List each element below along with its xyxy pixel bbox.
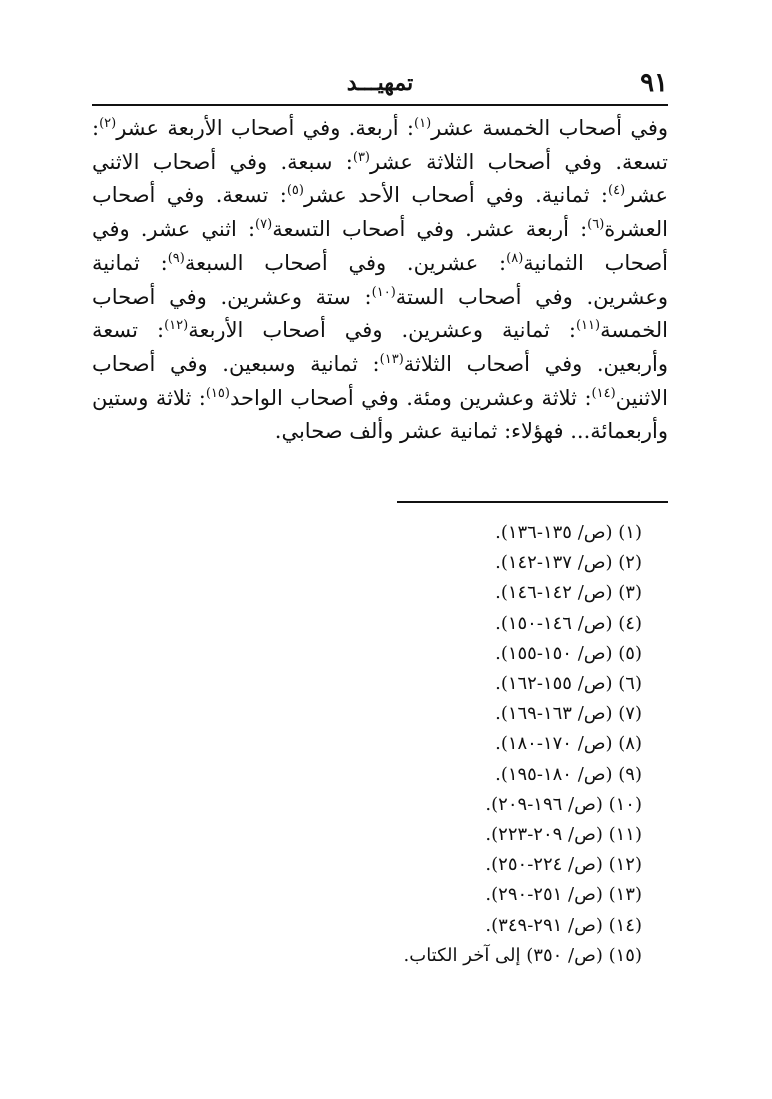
footnote-item: (١) (ص/ ١٣٥-١٣٦). [495, 522, 642, 543]
footnote-item: (١٥) (ص/ ٣٥٠) إلى آخر الكتاب. [403, 944, 642, 966]
body-text-segment: : اثني عشر. وفي أصحاب الثمانية [92, 217, 668, 275]
body-text-segment: : سبعة. وفي أصحاب الاثني عشر [92, 149, 668, 208]
page-header [92, 68, 668, 100]
body-text-segment: : تسعة. وفي أصحاب العشرة [92, 183, 668, 242]
footnote-item: (١٠) (ص/ ١٩٦-٢٠٩). [485, 793, 642, 815]
footnote-item: (٤) (ص/ ١٤٦-١٥٠). [495, 612, 642, 634]
footnote-item: (١٣) (ص/ ٢٥١-٢٩٠). [485, 884, 642, 906]
footnote-marker: (١٣) [379, 351, 404, 367]
footnote-item: (٣) (ص/ ١٤٢-١٤٦). [495, 582, 642, 604]
footnote-marker: (٦) [587, 217, 605, 233]
footnote-marker: (٨) [506, 250, 524, 266]
footnote-marker: (٥) [286, 183, 304, 199]
body-text-segment: : ثلاثة وستين وأربعمائة... فهؤلاء: ثمانية عشر وألف صحابي. [92, 385, 668, 444]
footnote-item: (١٢) (ص/ ٢٢٤-٢٥٠). [485, 854, 642, 876]
footnote-marker: (١٠) [371, 284, 396, 300]
footnote-item: (٥) (ص/ ١٥٠-١٥٥). [495, 642, 642, 664]
footnote-marker: (١٤) [591, 385, 616, 401]
footnote-marker: (١٢) [164, 318, 189, 334]
body-paragraph [92, 112, 668, 449]
footnote-marker: (١١) [575, 318, 601, 334]
footnote-marker: (١٥) [205, 385, 230, 401]
footnote-item: (٨) (ص/ ١٧٠-١٨٠). [495, 733, 642, 755]
footnote-item: (٧) (ص/ ١٦٣-١٦٩). [495, 703, 642, 725]
footnote-marker: (٢) [99, 116, 117, 131]
body-text-segment: : ثمانية وعشرين. وفي أصحاب الأربعة [188, 318, 576, 343]
body-text-segment: : ثمانية وعشرين. وفي أصحاب الستة [92, 250, 668, 309]
body-text-segment: : تسعة. وفي أصحاب الثلاثة عشر [92, 116, 668, 174]
footnote-item: (١٤) (ص/ ٢٩١-٣٤٩). [485, 914, 642, 936]
footnote-item: (١١) (ص/ ٢٠٩-٢٢٣). [485, 824, 642, 846]
header-rule [92, 104, 668, 106]
body-text-segment: : عشرين. وفي أصحاب السبعة [184, 250, 507, 275]
body-text-segment: : ثلاثة وعشرين ومئة. وفي أصحاب الواحد [229, 385, 592, 410]
footnote-marker: (٣) [352, 149, 370, 165]
footnote-marker: (٩) [167, 250, 185, 266]
footnote-marker: (٧) [255, 217, 273, 233]
body-text-segment: : أربعة. وفي أصحاب الأربعة عشر [116, 116, 414, 140]
page-number: ٩١ [640, 68, 668, 98]
footnotes-list [242, 518, 642, 971]
footnote-marker: (٤) [608, 183, 626, 199]
footnote-item: (٦) (ص/ ١٥٥-١٦٢). [495, 673, 642, 695]
body-text-segment: : أربعة عشر. وفي أصحاب التسعة [272, 217, 588, 242]
body-text-segment: : تسعة وأربعين. وفي أصحاب الثلاثة [92, 318, 668, 376]
footnote-item: (٢) (ص/ ١٣٧-١٤٢). [495, 552, 642, 574]
body-text-segment: : ثمانية وسبعين. وفي أصحاب الاثنين [92, 351, 668, 410]
body-text-segment: وفي أصحاب الخمسة عشر [431, 116, 669, 140]
body-text-segment: : ثمانية. وفي أصحاب الأحد عشر [303, 183, 608, 208]
body-text-segment: : ستة وعشرين. وفي أصحاب الخمسة [92, 284, 668, 343]
footnote-item: (٩) (ص/ ١٨٠-١٩٥). [495, 763, 642, 785]
footnote-marker: (١) [414, 116, 432, 131]
running-title: تمهيـــد [346, 70, 414, 96]
footnote-separator [397, 501, 668, 503]
